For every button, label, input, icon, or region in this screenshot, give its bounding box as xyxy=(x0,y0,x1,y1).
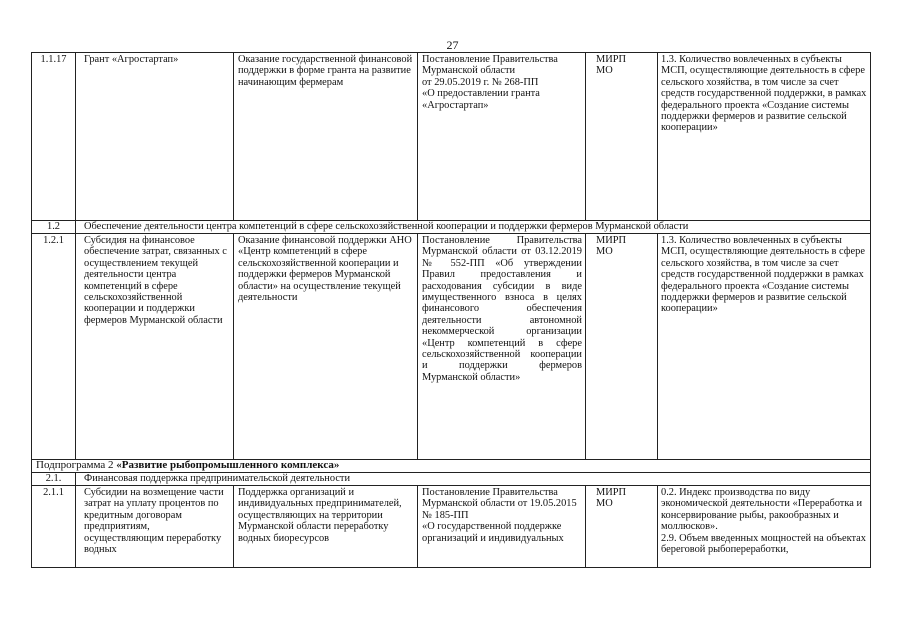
measure-description: Оказание государственной финансовой поддержки в форме гранта на развитие начинающим фермерам xyxy=(234,53,418,221)
table-row xyxy=(32,53,871,221)
row-number: 1.1.17 xyxy=(32,53,76,221)
executor: МИРП МО xyxy=(586,53,658,221)
measures-table xyxy=(31,52,871,568)
measure-description: Оказание финансовой поддержки АНО «Центр компетенций в сфере сельскохозяйственной кооперации и поддержки фермеров Мурманской области» на осуществление текущей деятельности xyxy=(234,234,418,460)
section-number: 2.1. xyxy=(32,473,76,486)
legal-act: Постановление Правительства Мурманской области от 03.12.2019 № 552-ПП «Об утверждении Правил предоставления и расходования субсидии в виде имущественного взноса в целях финансового обеспечения деятельности автономной некоммерческой организации «Центр компетенций в сфере сельскохозяйственной кооперации и поддержки фермеров Мурманской области» xyxy=(418,234,586,460)
measure-name: Грант «Агростартап» xyxy=(76,53,234,221)
indicator: 1.3. Количество вовлеченных в субъекты МСП, осуществляющие деятельность в сфере сельского хозяйства, в том числе за счет средств государственной поддержки в рамках федерального проекта «Создание системы поддержки фермеров и развитие сельской кооперации» xyxy=(658,234,871,460)
row-number: 1.2.1 xyxy=(32,234,76,460)
section-number: 1.2 xyxy=(32,221,76,234)
section-row xyxy=(32,473,871,486)
legal-act: Постановление Правительства Мурманской области от 29.05.2019 г. № 268-ПП «О предоставлении гранта «Агростартап» xyxy=(418,53,586,221)
row-number: 2.1.1 xyxy=(32,486,76,568)
table-row xyxy=(32,486,871,568)
indicator: 0.2. Индекс производства по виду экономической деятельности «Переработка и консервирование рыбы, ракообразных и моллюсков». 2.9. Объем введенных мощностей на объектах береговой рыбопереработки, xyxy=(658,486,871,568)
legal-act: Постановление Правительства Мурманской области от 19.05.2015 № 185-ПП «О государственной поддержке организаций и индивидуальных xyxy=(418,486,586,568)
subprogram-prefix: Подпрограмма 2 xyxy=(36,459,117,471)
indicator: 1.3. Количество вовлеченных в субъекты МСП, осуществляющие деятельность в сфере сельского хозяйства, в том числе за счет средств государственной поддержки, в рамках федерального проекта «Создание системы поддержки фермеров и развитие сельской кооперации» xyxy=(658,53,871,221)
measure-name: Субсидия на финансовое обеспечение затрат, связанных с осуществлением текущей деятельности центра компетенций в сфере сельскохозяйственной кооперации и поддержки фермеров Мурманской области xyxy=(76,234,234,460)
table-row xyxy=(32,234,871,460)
subprogram-row xyxy=(32,460,871,473)
executor: МИРП МО xyxy=(586,486,658,568)
measure-description: Поддержка организаций и индивидуальных предпринимателей, осуществляющих на территории Мурманской области переработку водных биоресурсов xyxy=(234,486,418,568)
section-title: Финансовая поддержка предпринимательской деятельности xyxy=(76,473,871,486)
section-title: Обеспечение деятельности центра компетенций в сфере сельскохозяйственной кооперации и поддержки фермеров Мурманской области xyxy=(76,221,871,234)
page-number: 27 xyxy=(446,38,459,52)
section-row xyxy=(32,221,871,234)
subprogram-title: «Развитие рыбопромышленного комплекса» xyxy=(116,459,340,471)
executor: МИРП МО xyxy=(586,234,658,460)
measure-name: Субсидии на возмещение части затрат на уплату процентов по кредитным договорам предприятиям, осуществляющим переработку водных xyxy=(76,486,234,568)
